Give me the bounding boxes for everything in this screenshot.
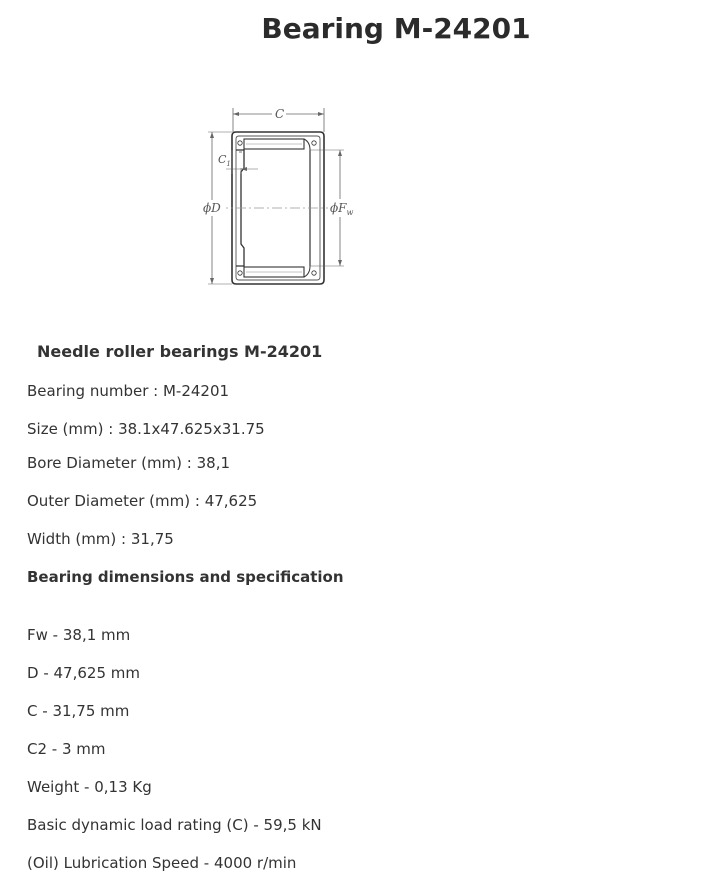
dimension-d: D - 47,625 mm [27,664,140,682]
dimension-c: C - 31,75 mm [27,702,130,720]
dimension-label-c: C [275,107,285,121]
spec-bearing-number: Bearing number : M-24201 [27,382,230,400]
dimension-label-phi-d: ϕD [203,201,221,215]
dimensions-heading: Bearing dimensions and specification [27,568,344,586]
spec-bore-diameter: Bore Diameter (mm) : 38,1 [27,454,231,472]
spec-outer-diameter: Outer Diameter (mm) : 47,625 [27,492,258,510]
dimension-c2: C2 - 3 mm [27,740,106,758]
spec-size: Size (mm) : 38.1x47.625x31.75 [27,420,265,438]
dimension-label-c1: $C_1$ [218,153,231,168]
spec-width: Width (mm) : 31,75 [27,530,174,548]
bearing-cross-section-drawing [198,102,364,292]
dimension-lubrication-speed: (Oil) Lubrication Speed - 4000 r/min [27,854,297,872]
page-title: Bearing M-24201 [261,12,531,45]
section-title: Needle roller bearings M-24201 [37,342,323,361]
dimension-label-phi-fw: $\phi F_w$ [330,201,354,217]
dimension-fw: Fw - 38,1 mm [27,626,131,644]
dimension-dynamic-load-rating: Basic dynamic load rating (C) - 59,5 kN [27,816,322,834]
dimension-weight: Weight - 0,13 Kg [27,778,152,796]
